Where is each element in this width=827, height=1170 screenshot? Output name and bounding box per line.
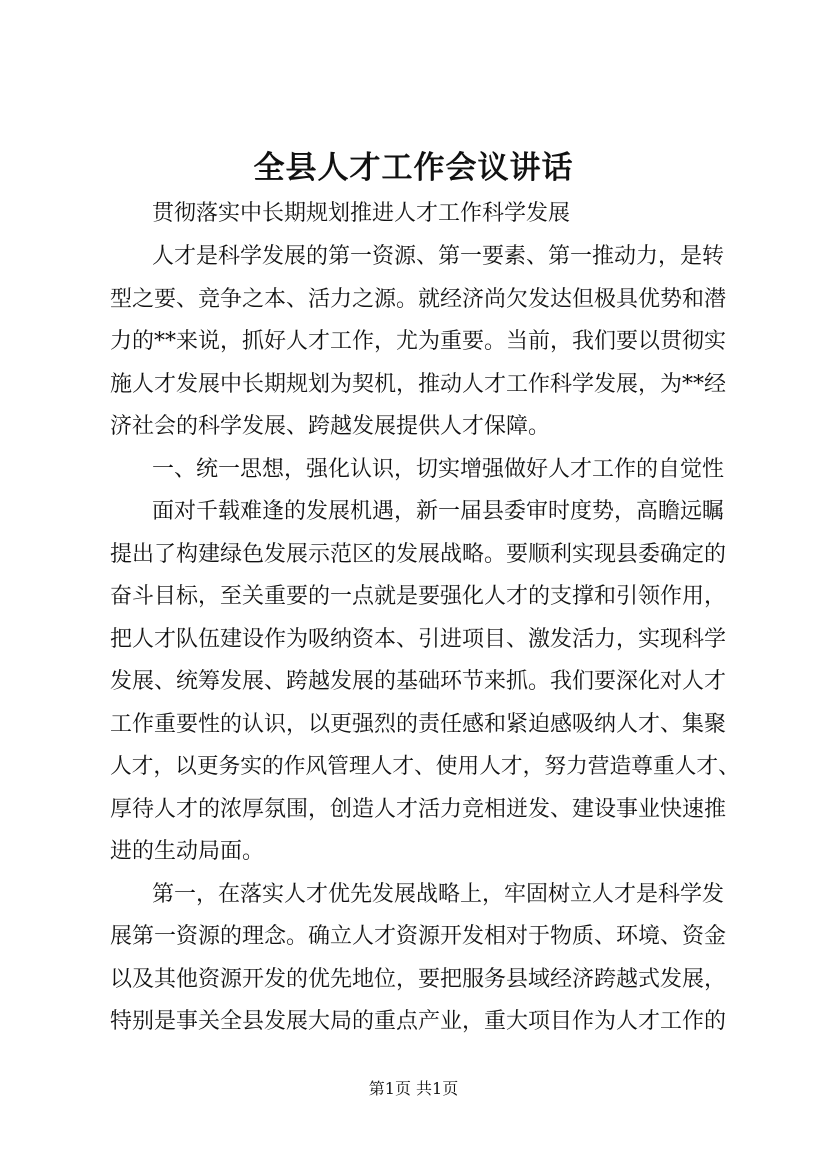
paragraph-line: 进的生动局面。 <box>110 839 265 864</box>
paragraph-line: 以及其他资源开发的优先地位，要把服务县域经济跨越式发展， <box>110 967 727 992</box>
paragraph-line: 工作重要性的认识，以更强烈的责任感和紧迫感吸纳人才、集聚 <box>110 712 727 737</box>
paragraph-line: 提出了构建绿色发展示范区的发展战略。要顺利实现县委确定的 <box>110 542 727 567</box>
paragraph-line: 特别是事关全县发展大局的重点产业，重大项目作为人才工作的 <box>110 1009 727 1034</box>
section-heading: 一、统一思想，强化认识，切实增强做好人才工作的自觉性 <box>152 457 725 482</box>
paragraph-line: 第一，在落实人才优先发展战略上，牢固树立人才是科学发 <box>152 882 725 907</box>
paragraph-line: 发展、统筹发展、跨越发展的基础环节来抓。我们要深化对人才 <box>110 669 727 694</box>
paragraph-line: 型之要、竞争之本、活力之源。就经济尚欠发达但极具优势和潜 <box>110 287 727 312</box>
paragraph-line: 人才，以更务实的作风管理人才、使用人才，努力营造尊重人才、 <box>110 754 740 779</box>
paragraph-line: 人才是科学发展的第一资源、第一要素、第一推动力，是转 <box>152 244 725 269</box>
paragraph-line: 把人才队伍建设作为吸纳资本、引进项目、激发活力，实现科学 <box>110 627 727 652</box>
paragraph-line: 施人才发展中长期规划为契机，推动人才工作科学发展，为**经 <box>110 372 727 397</box>
paragraph-line: 奋斗目标，至关重要的一点就是要强化人才的支撑和引领作用， <box>110 584 727 609</box>
page-number-footer: 第1页 共1页 <box>368 1079 459 1098</box>
paragraph-line: 面对千载难逢的发展机遇，新一届县委审时度势，高瞻远瞩 <box>152 499 725 524</box>
paragraph-line: 济社会的科学发展、跨越发展提供人才保障。 <box>110 414 551 439</box>
paragraph-line: 厚待人才的浓厚氛围，创造人才活力竞相迸发、建设事业快速推 <box>110 797 727 822</box>
paragraph-line: 展第一资源的理念。确立人才资源开发相对于物质、环境、资金 <box>110 924 727 949</box>
section-subtitle: 贯彻落实中长期规划推进人才工作科学发展 <box>152 201 571 226</box>
paragraph-line: 力的**来说，抓好人才工作，尤为重要。当前，我们要以贯彻实 <box>110 329 727 354</box>
document-title: 全县人才工作会议讲话 <box>253 150 574 186</box>
